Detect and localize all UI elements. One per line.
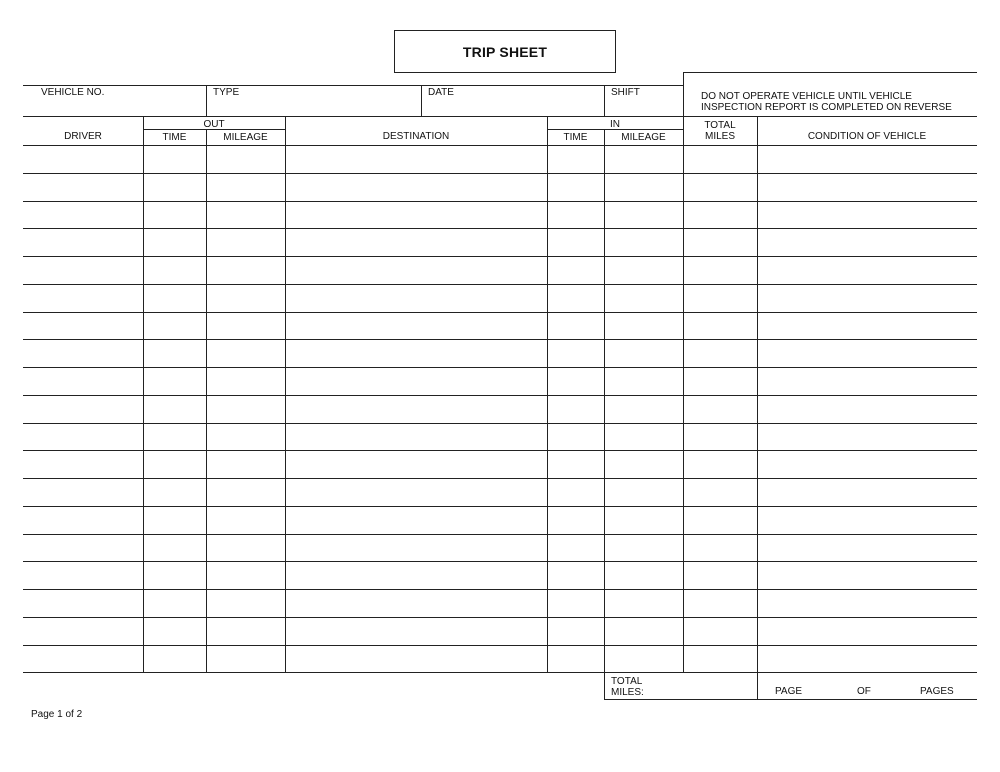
out-time-header: TIME — [162, 132, 187, 143]
driver-cell[interactable] — [24, 340, 143, 367]
condition-cell[interactable] — [758, 202, 977, 229]
driver-cell[interactable] — [24, 646, 143, 673]
notice-line-1: DO NOT OPERATE VEHICLE UNTIL VEHICLE — [701, 91, 912, 102]
driver-cell[interactable] — [24, 257, 143, 284]
in-mileage-cell[interactable] — [605, 313, 683, 340]
out-mileage-cell[interactable] — [207, 229, 285, 256]
out-time-cell[interactable] — [144, 590, 206, 617]
condition-cell[interactable] — [758, 507, 977, 534]
condition-cell[interactable] — [758, 618, 977, 645]
driver-cell[interactable] — [24, 618, 143, 645]
notice-left-line — [683, 72, 684, 116]
out-time-cell[interactable] — [144, 285, 206, 312]
driver-cell[interactable] — [24, 507, 143, 534]
driver-cell[interactable] — [24, 535, 143, 562]
in-mileage-cell[interactable] — [605, 479, 683, 506]
in-time-cell[interactable] — [548, 396, 604, 423]
total-miles-cell[interactable] — [684, 229, 757, 256]
out-time-cell[interactable] — [144, 562, 206, 589]
condition-cell[interactable] — [758, 229, 977, 256]
out-time-cell[interactable] — [144, 618, 206, 645]
condition-cell[interactable] — [758, 368, 977, 395]
notice-line-2: INSPECTION REPORT IS COMPLETED ON REVERSE — [701, 102, 952, 113]
out-mileage-cell[interactable] — [207, 368, 285, 395]
in-time-cell[interactable] — [548, 146, 604, 173]
in-mileage-cell[interactable] — [605, 562, 683, 589]
total-miles-cell[interactable] — [684, 313, 757, 340]
driver-cell[interactable] — [24, 313, 143, 340]
pages-label: PAGES — [920, 686, 954, 697]
destination-header: DESTINATION — [382, 131, 450, 142]
out-mileage-cell[interactable] — [207, 202, 285, 229]
in-mileage-cell[interactable] — [605, 146, 683, 173]
driver-cell[interactable] — [24, 368, 143, 395]
out-mileage-cell[interactable] — [207, 646, 285, 673]
out-mileage-cell[interactable] — [207, 396, 285, 423]
page-label: PAGE — [775, 686, 803, 697]
total-miles-cell[interactable] — [684, 340, 757, 367]
driver-cell[interactable] — [24, 202, 143, 229]
in-mileage-cell[interactable] — [605, 535, 683, 562]
in-time-cell[interactable] — [548, 451, 604, 478]
footer-bottom-line — [604, 699, 977, 700]
destination-cell[interactable] — [286, 396, 547, 423]
out-time-cell[interactable] — [144, 424, 206, 451]
total-miles-cell[interactable] — [684, 479, 757, 506]
in-mileage-header: MILEAGE — [621, 132, 666, 143]
driver-cell[interactable] — [24, 479, 143, 506]
shift-label: SHIFT — [611, 87, 640, 98]
total-miles-cell[interactable] — [684, 590, 757, 617]
type-label: TYPE — [213, 87, 240, 98]
driver-cell[interactable] — [24, 396, 143, 423]
destination-cell[interactable] — [286, 257, 547, 284]
out-time-cell[interactable] — [144, 313, 206, 340]
out-mileage-cell[interactable] — [207, 479, 285, 506]
in-time-cell[interactable] — [548, 535, 604, 562]
in-time-cell[interactable] — [548, 646, 604, 673]
destination-cell[interactable] — [286, 368, 547, 395]
driver-header: DRIVER — [64, 131, 102, 142]
in-mileage-cell[interactable] — [605, 174, 683, 201]
in-time-cell[interactable] — [548, 202, 604, 229]
destination-cell[interactable] — [286, 146, 547, 173]
out-time-cell[interactable] — [144, 535, 206, 562]
destination-cell[interactable] — [286, 424, 547, 451]
destination-cell[interactable] — [286, 202, 547, 229]
destination-cell[interactable] — [286, 174, 547, 201]
condition-cell[interactable] — [758, 313, 977, 340]
destination-cell[interactable] — [286, 507, 547, 534]
condition-cell[interactable] — [758, 396, 977, 423]
out-time-cell[interactable] — [144, 396, 206, 423]
out-time-cell[interactable] — [144, 202, 206, 229]
date-label: DATE — [428, 87, 454, 98]
out-time-cell[interactable] — [144, 229, 206, 256]
in-mileage-cell[interactable] — [605, 202, 683, 229]
out-mileage-cell[interactable] — [207, 562, 285, 589]
total-miles-cell[interactable] — [684, 202, 757, 229]
out-mileage-cell[interactable] — [207, 257, 285, 284]
out-mileage-cell[interactable] — [207, 313, 285, 340]
total-miles-cell[interactable] — [684, 618, 757, 645]
condition-cell[interactable] — [758, 590, 977, 617]
out-time-cell[interactable] — [144, 479, 206, 506]
condition-cell[interactable] — [758, 257, 977, 284]
driver-cell[interactable] — [24, 424, 143, 451]
in-time-cell[interactable] — [548, 562, 604, 589]
out-time-cell[interactable] — [144, 507, 206, 534]
condition-cell[interactable] — [758, 424, 977, 451]
destination-cell[interactable] — [286, 646, 547, 673]
total-miles-cell[interactable] — [684, 646, 757, 673]
total-miles-cell[interactable] — [684, 368, 757, 395]
in-mileage-cell[interactable] — [605, 507, 683, 534]
in-time-cell[interactable] — [548, 424, 604, 451]
total-miles-footer-line-2: MILES: — [611, 687, 644, 698]
out-time-cell[interactable] — [144, 646, 206, 673]
in-time-header: TIME — [563, 132, 588, 143]
total-miles-cell[interactable] — [684, 451, 757, 478]
form-title: TRIP SHEET — [394, 30, 616, 73]
destination-cell[interactable] — [286, 590, 547, 617]
condition-cell[interactable] — [758, 451, 977, 478]
type-divider — [206, 85, 207, 116]
in-time-cell[interactable] — [548, 229, 604, 256]
header-top-line — [23, 85, 683, 86]
out-time-cell[interactable] — [144, 368, 206, 395]
total-miles-header — [683, 120, 757, 142]
in-time-cell[interactable] — [548, 368, 604, 395]
destination-cell[interactable] — [286, 618, 547, 645]
driver-cell[interactable] — [24, 229, 143, 256]
page-footer: Page 1 of 2 — [31, 709, 83, 720]
in-mileage-cell[interactable] — [605, 590, 683, 617]
out-time-cell[interactable] — [144, 340, 206, 367]
destination-cell[interactable] — [286, 340, 547, 367]
in-mileage-cell[interactable] — [605, 646, 683, 673]
condition-cell[interactable] — [758, 535, 977, 562]
out-mileage-cell[interactable] — [207, 590, 285, 617]
condition-cell[interactable] — [758, 340, 977, 367]
total-miles-header-line-2: MILES — [704, 131, 735, 142]
total-miles-header-line-1: TOTAL — [704, 120, 736, 131]
notice-top-line — [683, 72, 977, 73]
out-mileage-header: MILEAGE — [223, 132, 268, 143]
total-miles-cell[interactable] — [684, 424, 757, 451]
total-miles-footer — [611, 676, 644, 698]
driver-cell[interactable] — [24, 146, 143, 173]
in-subheader-line — [547, 129, 683, 130]
driver-cell[interactable] — [24, 285, 143, 312]
out-mileage-cell[interactable] — [207, 174, 285, 201]
driver-cell[interactable] — [24, 590, 143, 617]
out-mileage-cell[interactable] — [207, 535, 285, 562]
in-time-cell[interactable] — [548, 590, 604, 617]
out-group-header: OUT — [203, 119, 225, 130]
in-mileage-cell[interactable] — [605, 451, 683, 478]
destination-cell[interactable] — [286, 562, 547, 589]
out-time-cell[interactable] — [144, 146, 206, 173]
out-time-cell[interactable] — [144, 451, 206, 478]
out-mileage-cell[interactable] — [207, 146, 285, 173]
condition-cell[interactable] — [758, 479, 977, 506]
destination-cell[interactable] — [286, 535, 547, 562]
in-mileage-cell[interactable] — [605, 257, 683, 284]
in-time-cell[interactable] — [548, 340, 604, 367]
out-mileage-cell[interactable] — [207, 451, 285, 478]
in-mileage-cell[interactable] — [605, 229, 683, 256]
out-subheader-line — [143, 129, 285, 130]
total-miles-cell[interactable] — [684, 535, 757, 562]
total-miles-cell[interactable] — [684, 257, 757, 284]
in-time-cell[interactable] — [548, 479, 604, 506]
out-mileage-cell[interactable] — [207, 618, 285, 645]
in-mileage-cell[interactable] — [605, 285, 683, 312]
condition-header: CONDITION OF VEHICLE — [807, 131, 927, 142]
total-miles-cell[interactable] — [684, 146, 757, 173]
out-mileage-cell[interactable] — [207, 285, 285, 312]
condition-cell[interactable] — [758, 146, 977, 173]
out-mileage-cell[interactable] — [207, 424, 285, 451]
in-time-cell[interactable] — [548, 507, 604, 534]
condition-cell[interactable] — [758, 562, 977, 589]
destination-cell[interactable] — [286, 285, 547, 312]
in-mileage-cell[interactable] — [605, 396, 683, 423]
condition-cell[interactable] — [758, 174, 977, 201]
column-header-top-line — [23, 116, 977, 117]
in-time-cell[interactable] — [548, 618, 604, 645]
condition-cell[interactable] — [758, 646, 977, 673]
out-time-cell[interactable] — [144, 174, 206, 201]
date-divider — [421, 85, 422, 116]
condition-cell[interactable] — [758, 285, 977, 312]
in-mileage-cell[interactable] — [605, 424, 683, 451]
vehicle-no-label: VEHICLE NO. — [41, 87, 105, 98]
total-miles-cell[interactable] — [684, 507, 757, 534]
in-time-cell[interactable] — [548, 174, 604, 201]
total-miles-cell[interactable] — [684, 562, 757, 589]
total-miles-cell[interactable] — [684, 174, 757, 201]
driver-cell[interactable] — [24, 562, 143, 589]
in-mileage-cell[interactable] — [605, 618, 683, 645]
in-time-cell[interactable] — [548, 313, 604, 340]
in-mileage-cell[interactable] — [605, 340, 683, 367]
destination-cell[interactable] — [286, 313, 547, 340]
destination-cell[interactable] — [286, 451, 547, 478]
in-time-cell[interactable] — [548, 257, 604, 284]
total-miles-cell[interactable] — [684, 396, 757, 423]
out-mileage-cell[interactable] — [207, 340, 285, 367]
destination-cell[interactable] — [286, 229, 547, 256]
shift-divider — [604, 85, 605, 116]
driver-cell[interactable] — [24, 451, 143, 478]
inspection-notice — [701, 91, 952, 113]
of-label: OF — [857, 686, 871, 697]
out-mileage-cell[interactable] — [207, 507, 285, 534]
in-time-cell[interactable] — [548, 285, 604, 312]
total-miles-cell[interactable] — [684, 285, 757, 312]
driver-cell[interactable] — [24, 174, 143, 201]
total-miles-footer-line-1: TOTAL — [611, 676, 643, 687]
out-time-cell[interactable] — [144, 257, 206, 284]
in-group-header: IN — [610, 119, 620, 130]
in-mileage-cell[interactable] — [605, 368, 683, 395]
destination-cell[interactable] — [286, 479, 547, 506]
